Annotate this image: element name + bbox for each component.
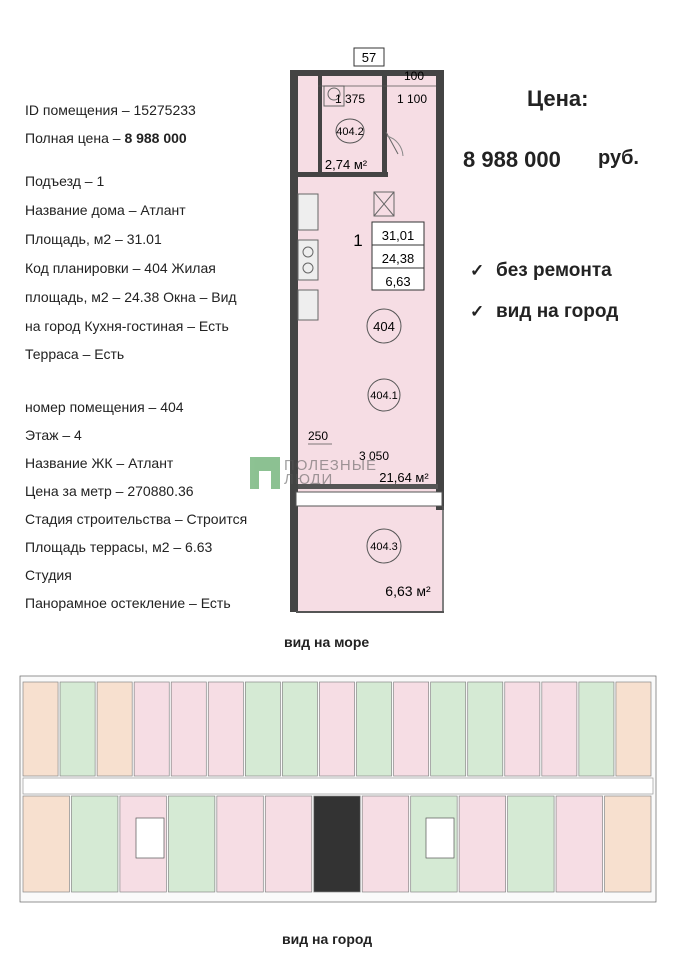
window-frame	[296, 492, 442, 506]
unit-bottom	[556, 796, 602, 892]
terrace-id: 404.3	[370, 541, 398, 553]
logo-line1: ПОЛЕЗНЫЕ	[284, 457, 377, 474]
unit-top	[579, 682, 614, 776]
house-name-text: Название дома – Атлант	[25, 202, 186, 218]
room-area: 21,64 м²	[379, 470, 429, 485]
unit-top	[357, 682, 392, 776]
unit-bottom	[217, 796, 263, 892]
feature-label: вид на город	[496, 301, 619, 322]
layout-code-line3: на город Кухня-гостиная – Есть	[25, 318, 229, 334]
construction-stage-text: Стадия строительства – Строится	[25, 511, 248, 527]
price-currency: руб.	[598, 147, 639, 169]
logo-text	[284, 459, 377, 487]
sea-view-label: вид на море	[284, 634, 370, 650]
glazing-text: Панорамное остекление – Есть	[25, 595, 231, 611]
terrace-area-label: 6,63 м²	[385, 583, 431, 599]
rooms-count: 1	[353, 231, 363, 250]
area-text: Площадь, м2 – 31.01	[25, 231, 162, 247]
price-heading: Цена:	[527, 86, 589, 111]
feature-item	[470, 260, 612, 282]
entrance-text: Подъезд – 1	[25, 173, 105, 189]
house-icon	[250, 457, 280, 489]
plan-dim-250: 250	[307, 429, 329, 443]
unit-top	[505, 682, 540, 776]
feature-label: без ремонта	[496, 260, 612, 281]
full-price-line	[25, 129, 187, 147]
total-area: 31,01	[381, 228, 415, 243]
unit-top	[394, 682, 429, 776]
layout-code-line1: Код планировки – 404 Жилая	[25, 260, 216, 276]
unit-top	[208, 682, 243, 776]
terrace-area-text: Площадь террасы, м2 – 6.63	[25, 539, 213, 555]
unit-top	[23, 682, 58, 776]
full-price-value: 8 988 000	[124, 130, 187, 146]
unit-id: 404	[373, 319, 395, 334]
wall-left	[290, 72, 298, 612]
plan-dim-3050: 3 050	[358, 449, 390, 463]
wall-right	[436, 70, 444, 510]
terrace-text: Терраса – Есть	[25, 346, 125, 362]
unit-bottom	[71, 796, 117, 892]
unit-bottom	[508, 796, 554, 892]
room-number-text: номер помещения – 404	[25, 399, 184, 415]
living-area: 24,38	[381, 251, 415, 266]
checkmark-icon: ✓	[470, 302, 485, 321]
unit-bottom	[314, 796, 360, 892]
bathroom-area: 2,74 м²	[324, 157, 368, 172]
unit-bottom	[168, 796, 214, 892]
unit-top	[134, 682, 169, 776]
full-price-label: Полная цена –	[25, 130, 125, 146]
room-id-text: ID помещения – 15275233	[25, 102, 196, 118]
apartment-type-text: Студия	[25, 567, 72, 583]
unit-bottom	[362, 796, 408, 892]
feature-item	[470, 301, 618, 323]
apartment-floor-plan	[288, 44, 450, 614]
unit-bottom	[605, 796, 651, 892]
plan-dim-1375: 1 375	[334, 92, 366, 106]
checkmark-icon: ✓	[470, 261, 485, 280]
unit-bottom	[23, 796, 69, 892]
stair-core	[426, 818, 454, 858]
complex-name-text: Название ЖК – Атлант	[25, 455, 174, 471]
room-id: 404.1	[370, 390, 398, 402]
unit-top	[60, 682, 95, 776]
terrace-area-value: 6,63	[385, 274, 411, 289]
plan-dim-1100: 1 100	[396, 92, 428, 106]
unit-bottom	[459, 796, 505, 892]
building-floor-plan	[18, 660, 660, 910]
corridor	[23, 778, 653, 794]
plan-dim-57: 57	[361, 50, 377, 65]
unit-bottom	[265, 796, 311, 892]
watermark-logo	[250, 457, 377, 489]
unit-top	[245, 682, 280, 776]
bathroom-id: 404.2	[336, 126, 364, 138]
floor-text: Этаж – 4	[25, 427, 82, 443]
unit-top	[97, 682, 132, 776]
price-per-meter-text: Цена за метр – 270880.36	[25, 483, 194, 499]
unit-top	[319, 682, 354, 776]
plan-dim-100: 100	[403, 69, 425, 83]
stair-core	[136, 818, 164, 858]
unit-top	[542, 682, 577, 776]
city-view-label: вид на город	[282, 931, 373, 947]
unit-top	[616, 682, 651, 776]
unit-top	[468, 682, 503, 776]
price-value: 8 988 000	[463, 147, 561, 172]
unit-top	[282, 682, 317, 776]
layout-code-line2: площадь, м2 – 24.38 Окна – Вид	[25, 289, 237, 305]
unit-top	[171, 682, 206, 776]
unit-top	[431, 682, 466, 776]
logo-line2: ЛЮДИ	[284, 471, 334, 488]
